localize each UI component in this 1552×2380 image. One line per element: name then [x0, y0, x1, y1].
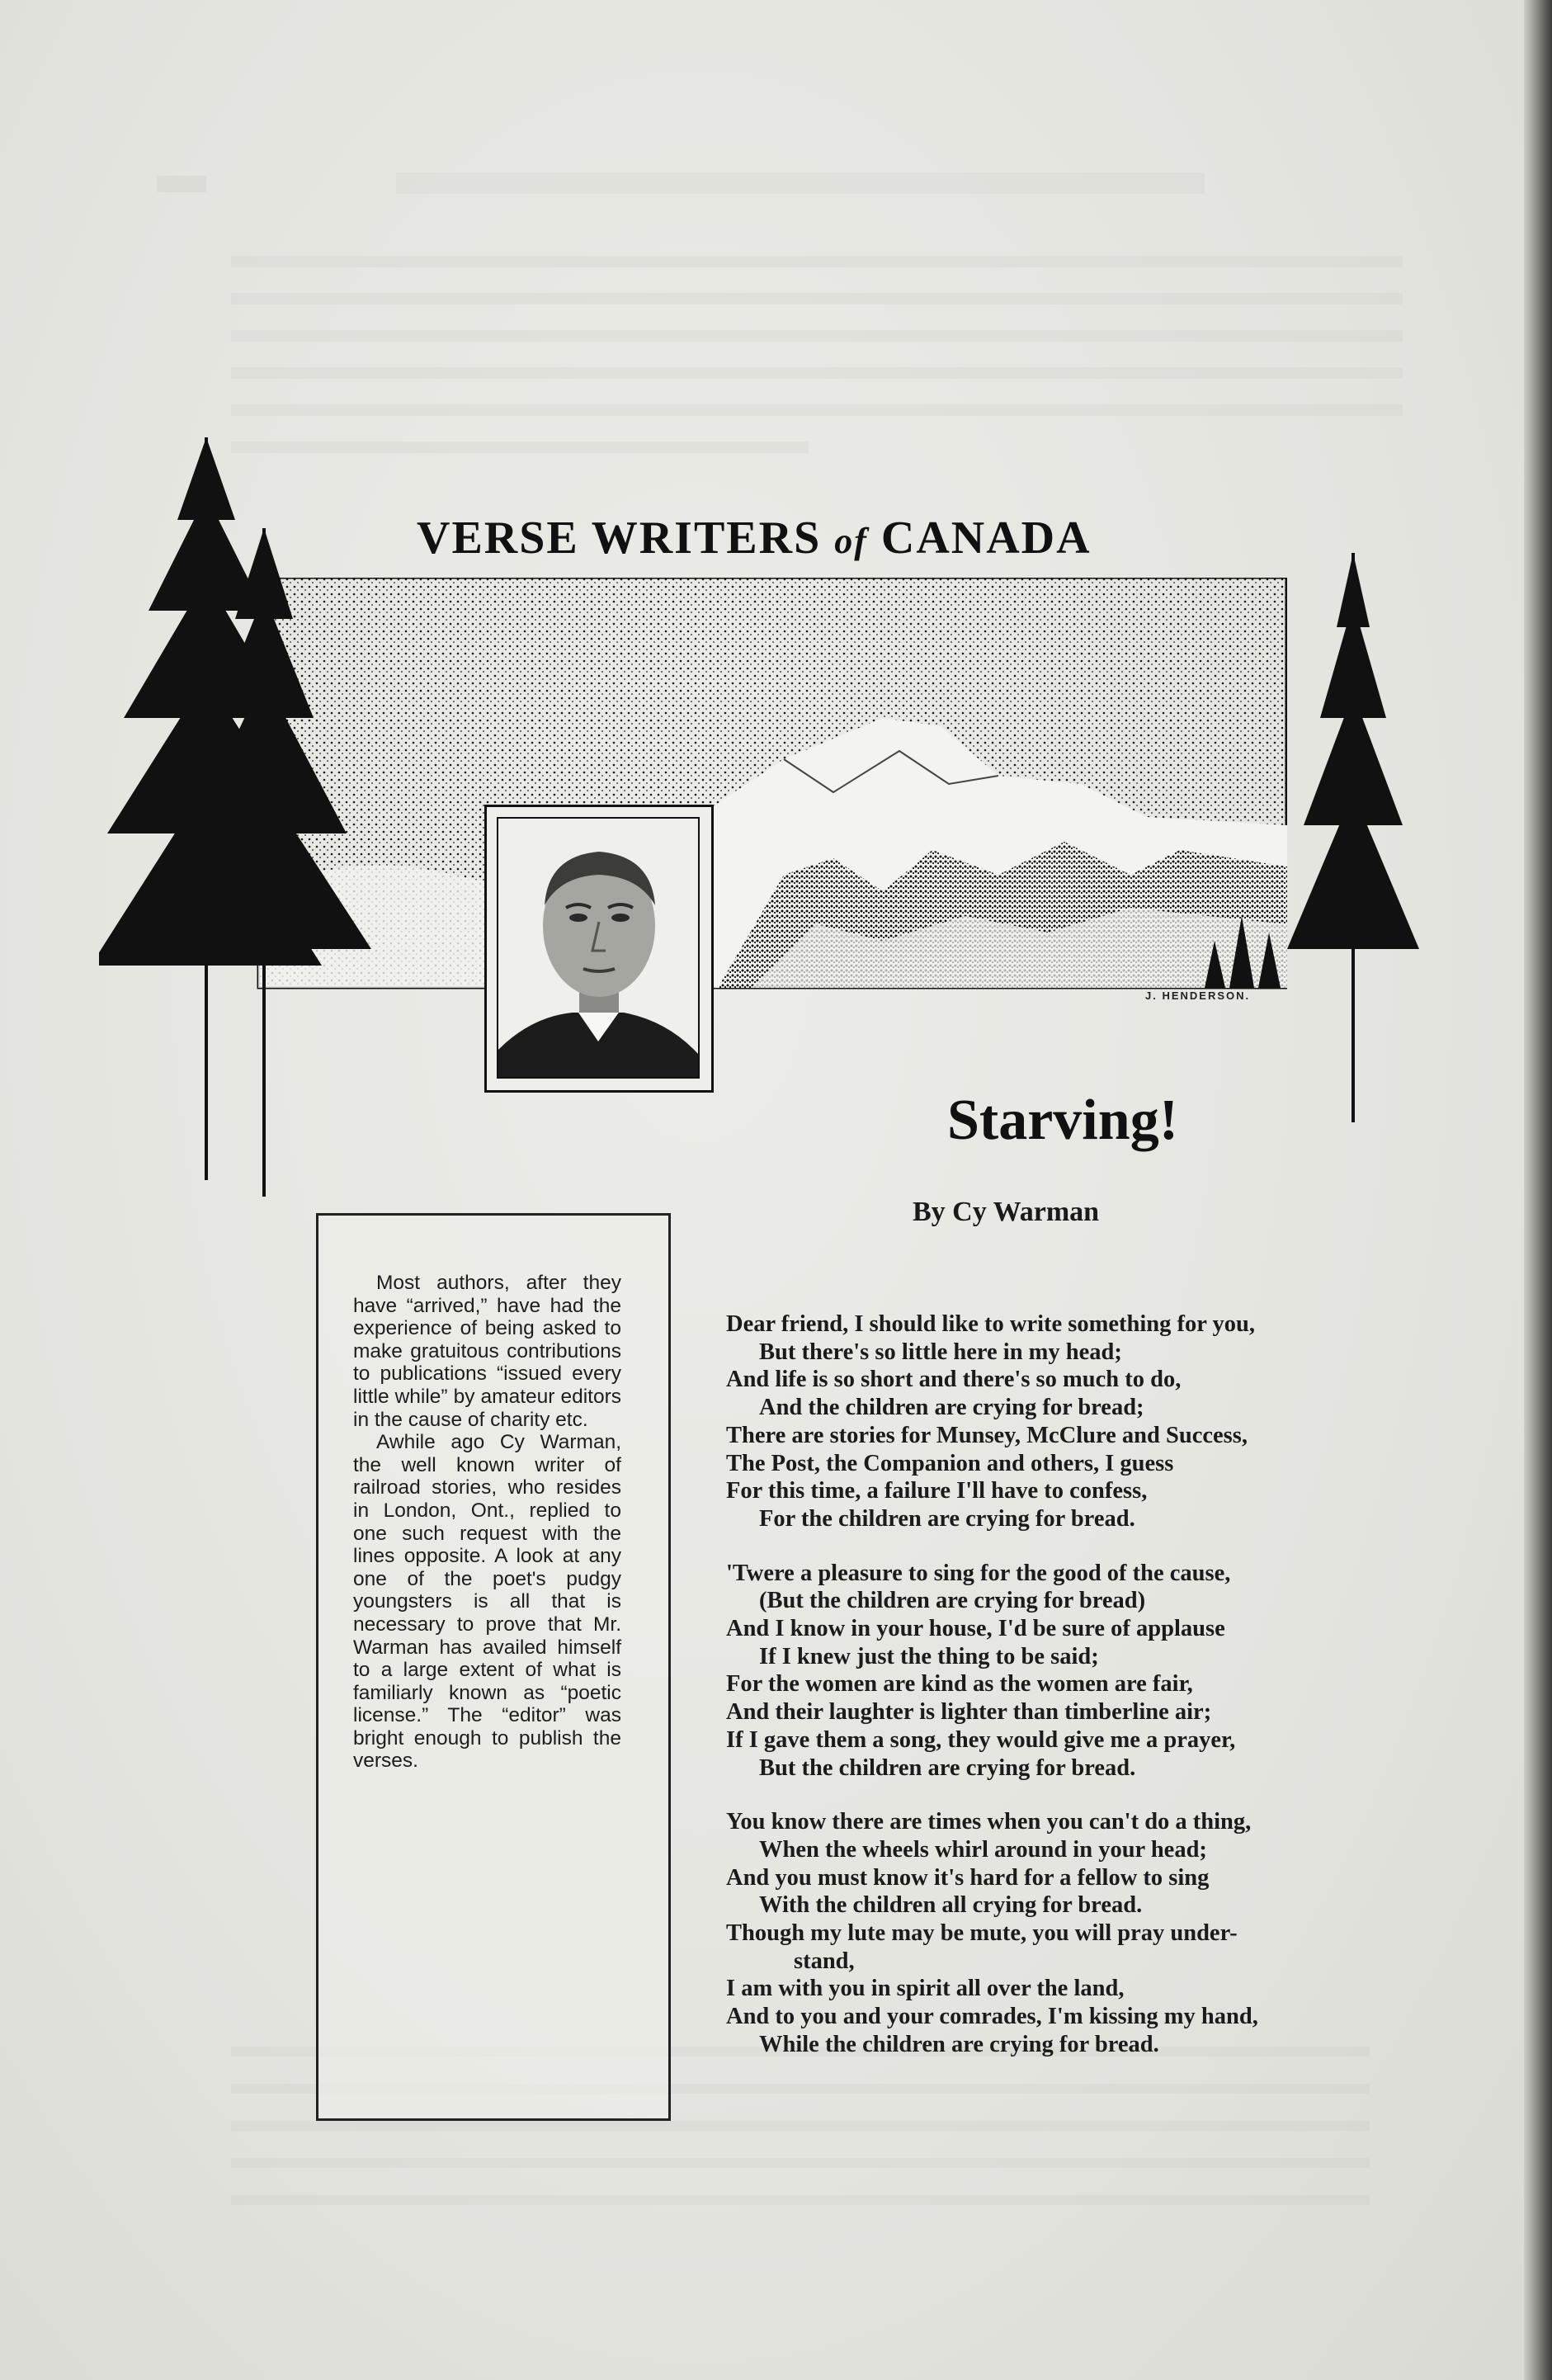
- poem-line: And their laughter is lighter than timberline air;: [726, 1699, 1212, 1726]
- poem-line: For this time, a failure I'll have to confess,: [726, 1478, 1148, 1504]
- poem-line: The Post, the Companion and others, I guess: [726, 1450, 1174, 1476]
- editor-note-paragraph: Most authors, after they have “arrived,” have had the experience of being asked to make gratuitous contributions to publications “issued every little while” by amateur editors in the cause of charity etc.: [353, 1272, 621, 1431]
- poem-line: If I gave them a song, they would give me a prayer,: [726, 1726, 1236, 1753]
- poem-line: (But the children are crying for bread): [759, 1588, 1146, 1614]
- poem-byline: By Cy Warman: [913, 1197, 1100, 1227]
- editor-note-box: [316, 1213, 671, 2121]
- poem-line: While the children are crying for bread.: [759, 2031, 1159, 2057]
- poem-line: There are stories for Munsey, McClure and Success,: [726, 1422, 1248, 1448]
- poem-line: Dear friend, I should like to write something for you,: [726, 1311, 1255, 1337]
- poem-line: Though my lute may be mute, you will pray under-: [726, 1920, 1238, 1947]
- poem-stanza: [726, 1808, 1386, 2058]
- artist-signature: J. HENDERSON.: [1145, 989, 1251, 1002]
- author-portrait: [497, 817, 700, 1079]
- heading-verse-writers: VERSE WRITERS: [417, 512, 822, 564]
- poem-stanza: [726, 1310, 1386, 1533]
- poem-line: But there's so little here in my head;: [759, 1339, 1122, 1365]
- poem-stanza: [726, 1560, 1386, 1783]
- poem-line: And the children are crying for bread;: [759, 1395, 1144, 1421]
- poem-line: When the wheels whirl around in your head;: [759, 1836, 1207, 1863]
- poem-line: You know there are times when you can't do a thing,: [726, 1809, 1252, 1835]
- pine-tree-right: [1271, 553, 1436, 1312]
- poem-line: And I know in your house, I'd be sure of applause: [726, 1616, 1225, 1642]
- poem-line: For the children are crying for bread.: [759, 1505, 1135, 1532]
- portrait-photo: [498, 819, 698, 1077]
- editor-note-paragraph: Awhile ago Cy Warman, the well known writer of railroad stories, who resides in London, Ont., replied to one such request with the lines opposite. A look at any one of the poet's pudgy youngsters is all that is necessary to prove that Mr. Warman has availed himself to a large extent of what is familiarly known as “poetic license.” The “editor” was bright enough to publish the verses.: [353, 1431, 621, 1773]
- poem-line: 'Twere a pleasure to sing for the good of the cause,: [726, 1560, 1231, 1586]
- poem-title: Starving!: [947, 1088, 1178, 1152]
- poem-body: [726, 1310, 1386, 2085]
- portrait-frame: [484, 805, 714, 1093]
- poem-line: And life is so short and there's so much to do,: [726, 1367, 1182, 1393]
- poem-line: With the children all crying for bread.: [759, 1892, 1143, 1919]
- poem-line: But the children are crying for bread.: [759, 1754, 1136, 1781]
- heading-canada: CANADA: [880, 512, 1092, 564]
- poem-line: I am with you in spirit all over the land,: [726, 1976, 1125, 2002]
- heading-of: of: [834, 521, 868, 561]
- bleed-through-marks: [157, 161, 1229, 210]
- editor-note-text: [353, 1272, 621, 1773]
- bleed-through-heading: [157, 161, 1229, 219]
- poem-line: And to you and your comrades, I'm kissing my hand,: [726, 2004, 1258, 2030]
- poem-line: For the women are kind as the women are fair,: [726, 1671, 1193, 1698]
- poem-line: And you must know it's hard for a fellow to sing: [726, 1864, 1210, 1891]
- book-spine-edge: [1524, 0, 1552, 2380]
- poem-line: If I knew just the thing to be said;: [759, 1643, 1099, 1669]
- poem-line: stand,: [794, 1948, 855, 1974]
- banner-illustration: [256, 578, 1287, 990]
